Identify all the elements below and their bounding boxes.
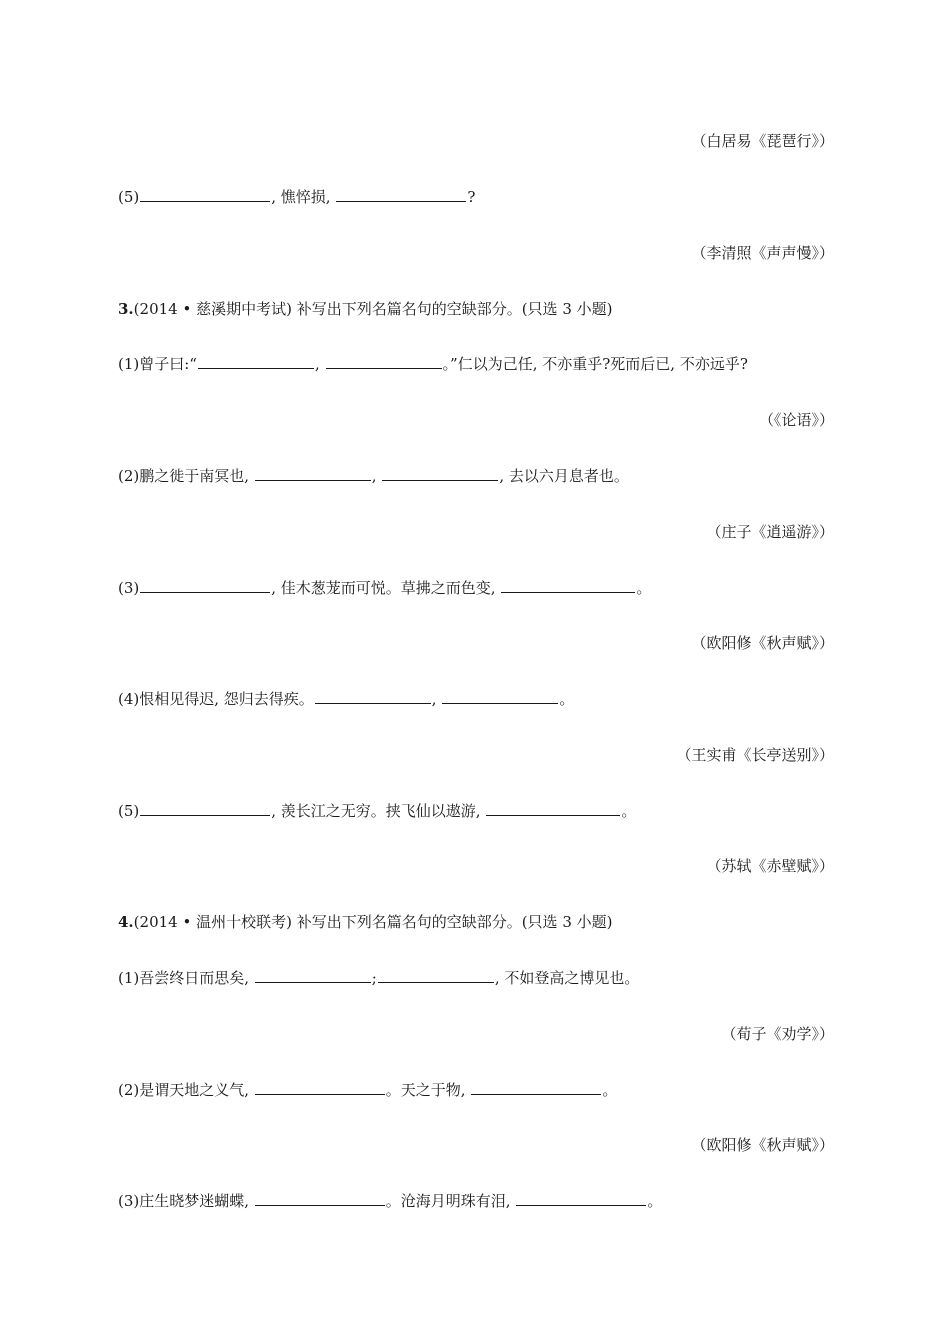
question-item — [118, 801, 834, 821]
answer-blank[interactable] — [255, 968, 371, 983]
answer-blank[interactable] — [501, 578, 635, 593]
item-text: 。 — [647, 1192, 663, 1210]
item-label: (1) — [118, 355, 140, 373]
item-text: , 羡长江之无穷。挟飞仙以遨游, — [271, 802, 486, 820]
answer-blank[interactable] — [255, 1080, 385, 1095]
answer-blank[interactable] — [255, 466, 371, 481]
answer-blank[interactable] — [140, 578, 270, 593]
item-label: (5) — [118, 188, 140, 206]
item-text: 鹏之徙于南冥也, — [139, 467, 254, 485]
item-text: 。 — [621, 802, 637, 820]
source-citation: （《论语》） — [758, 411, 834, 429]
item-text: ; — [371, 969, 377, 987]
item-text: 。沧海月明珠有泪, — [385, 1192, 516, 1210]
source-citation: （庄子《逍遥游》） — [706, 523, 834, 541]
answer-blank[interactable] — [198, 354, 314, 369]
source-citation: （苏轼《赤壁赋》） — [706, 857, 834, 875]
question-item — [118, 578, 834, 598]
answer-blank[interactable] — [255, 1191, 385, 1206]
answer-blank[interactable] — [315, 689, 431, 704]
source-citation: （李清照《声声慢》） — [691, 244, 834, 262]
item-label: (1) — [118, 969, 140, 987]
answer-blank[interactable] — [442, 689, 558, 704]
source-citation: （王实甫《长亭送别》） — [676, 746, 834, 764]
answer-blank[interactable] — [378, 968, 494, 983]
question-item — [118, 1080, 834, 1100]
item-label: (3) — [118, 579, 140, 597]
item-text: , — [314, 355, 325, 373]
item-text: 庄生晓梦迷蝴蝶, — [139, 1192, 254, 1210]
item-text: 。 — [602, 1081, 618, 1099]
item-label: (2) — [118, 467, 140, 485]
source-citation: （欧阳修《秋声赋》） — [691, 634, 834, 652]
answer-blank[interactable] — [336, 187, 466, 202]
answer-blank[interactable] — [140, 187, 270, 202]
item-text: 是谓天地之义气, — [139, 1081, 254, 1099]
item-text: 吾尝终日而思矣, — [139, 969, 254, 987]
item-text: , 去以六月息者也。 — [499, 467, 629, 485]
item-text: , — [371, 467, 382, 485]
item-label: (4) — [118, 690, 140, 708]
item-text: 。 — [636, 579, 652, 597]
item-label: (5) — [118, 802, 140, 820]
item-text: 。”仁以为己任, 不亦重乎?死而后已, 不亦远乎? — [442, 355, 748, 373]
question-heading — [118, 299, 834, 319]
item-text: 。 — [559, 690, 575, 708]
source-citation: （欧阳修《秋声赋》） — [691, 1136, 834, 1154]
question-item — [118, 689, 834, 709]
item-text: 。天之于物, — [385, 1081, 471, 1099]
item-label: (3) — [118, 1192, 140, 1210]
question-text: (2014 • 慈溪期中考试) 补写出下列名篇名句的空缺部分。(只选 3 小题) — [133, 300, 613, 318]
item-text: , 憔悴损, — [271, 188, 336, 206]
item-text: , 佳木葱茏而可悦。草拂之而色变, — [271, 579, 501, 597]
item-text: ? — [467, 188, 476, 206]
question-number: 4. — [118, 913, 134, 931]
item-text: 曾子曰:“ — [139, 355, 197, 373]
question-item — [118, 968, 834, 988]
item-label: (2) — [118, 1081, 140, 1099]
item-text: , — [431, 690, 442, 708]
item-text: , 不如登高之博见也。 — [494, 969, 640, 987]
source-citation: （荀子《劝学》） — [721, 1025, 834, 1043]
question-item — [118, 187, 834, 207]
question-number: 3. — [118, 300, 134, 318]
source-citation: （白居易《琵琶行》） — [691, 132, 834, 150]
answer-blank[interactable] — [471, 1080, 601, 1095]
answer-blank[interactable] — [516, 1191, 646, 1206]
answer-blank[interactable] — [140, 801, 270, 816]
answer-blank[interactable] — [382, 466, 498, 481]
question-heading — [118, 912, 834, 932]
question-item — [118, 1191, 834, 1211]
question-item — [118, 466, 834, 486]
item-text: 恨相见得迟, 怨归去得疾。 — [139, 690, 314, 708]
answer-blank[interactable] — [486, 801, 620, 816]
question-item — [118, 354, 834, 374]
answer-blank[interactable] — [326, 354, 442, 369]
question-text: (2014 • 温州十校联考) 补写出下列名篇名句的空缺部分。(只选 3 小题) — [133, 913, 613, 931]
